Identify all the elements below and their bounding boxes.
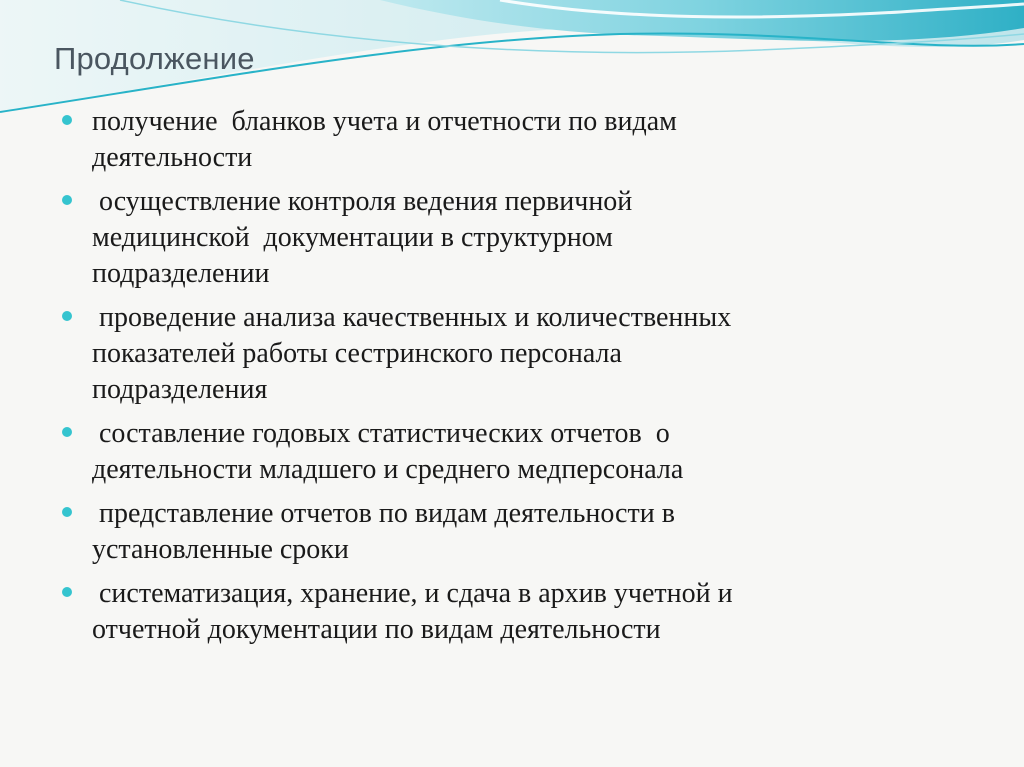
bullet-item xyxy=(0,104,1024,176)
bullet-line: осуществление контроля ведения первичной xyxy=(92,186,633,217)
bullet-line: составление годовых статистических отчетов о xyxy=(92,418,670,449)
bullet-line: проведение анализа качественных и количественных xyxy=(92,302,732,333)
page-title: Продолжение xyxy=(54,41,255,76)
bullet-item xyxy=(0,576,1024,648)
bullet-line: получение бланков учета и отчетности по видам xyxy=(92,106,677,137)
bullet-item xyxy=(0,416,1024,488)
bullet-icon xyxy=(62,115,72,125)
bullet-icon xyxy=(62,195,72,205)
bullet-line: деятельности младшего и среднего медперсонала xyxy=(92,454,684,485)
bullet-line: установленные сроки xyxy=(92,534,349,565)
bullet-list xyxy=(0,104,1024,656)
bullet-line: систематизация, хранение, и сдача в архив учетной и xyxy=(92,578,733,609)
bullet-icon xyxy=(62,311,72,321)
bullet-item xyxy=(0,496,1024,568)
bullet-icon xyxy=(62,427,72,437)
bullet-line: представление отчетов по видам деятельности в xyxy=(92,498,675,529)
bullet-line: показателей работы сестринского персонала xyxy=(92,338,622,369)
bullet-line: отчетной документации по видам деятельности xyxy=(92,614,661,645)
bullet-line: деятельности xyxy=(92,142,253,173)
bullet-line: медицинской документации в структурном xyxy=(92,222,613,253)
bullet-icon xyxy=(62,587,72,597)
bullet-line: подразделения xyxy=(92,374,268,405)
bullet-item xyxy=(0,300,1024,408)
bullet-icon xyxy=(62,507,72,517)
bullet-line: подразделении xyxy=(92,258,270,289)
bullet-item xyxy=(0,184,1024,292)
